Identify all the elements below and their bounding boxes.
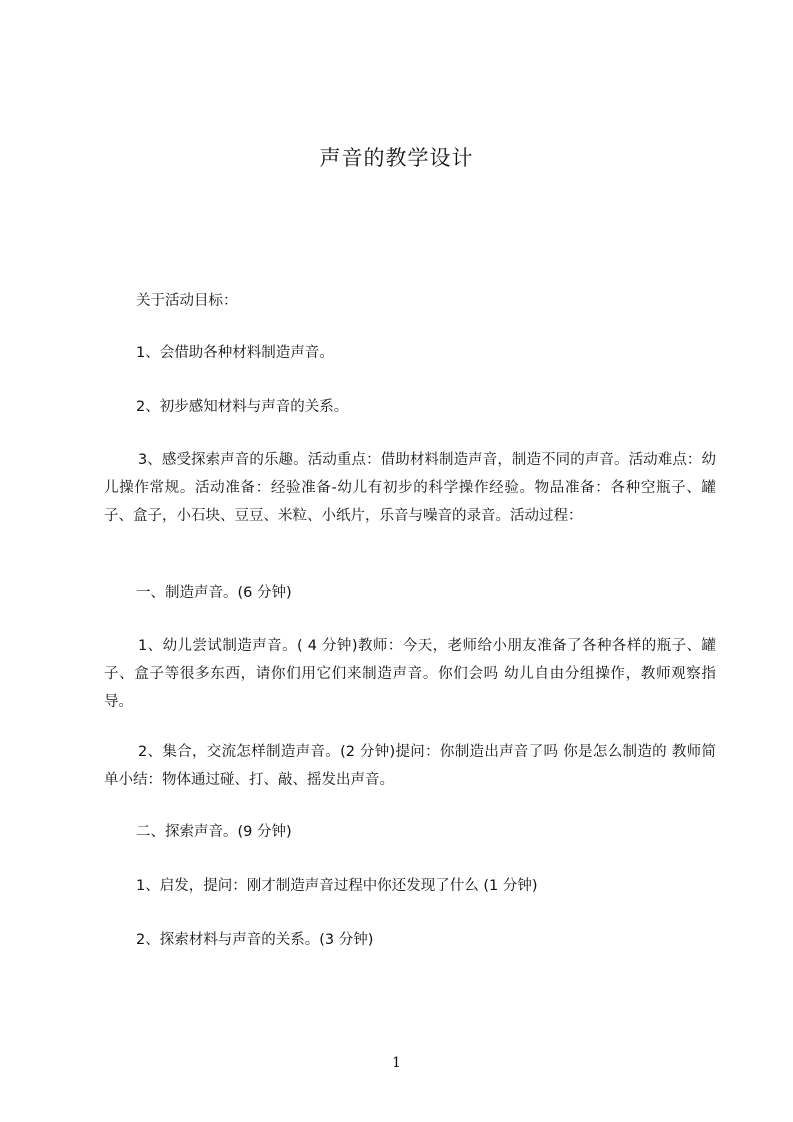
- paragraph-objectives-heading: 关于活动目标：: [136, 293, 238, 309]
- paragraph-explore-step-1: 1、启发，提问：刚才制造声音过程中你还发现了什么 (1 分钟): [136, 878, 538, 894]
- document-title: 声音的教学设计: [319, 146, 474, 170]
- paragraph-objective-3-and-preparation: 3、感受探索声音的乐趣。活动重点：借助材料制造声音，制造不同的声音。活动难点：幼儿操作常规。活动准备：经验准备-幼儿有初步的科学操作经验。物品准备：各种空瓶子、罐子、盒子，小石块、豆豆、米粒、小纸片，乐音与噪音的录音。活动过程：: [104, 452, 716, 524]
- paragraph-step-2-gather: 2、集合，交流怎样制造声音。(2 分钟)提问：你制造出声音了吗 你是怎么制造的 教师简单小结：物体通过碰、打、敲、摇发出声音。: [104, 744, 716, 788]
- section-heading-make-sound: 一、制造声音。(6 分钟): [136, 585, 292, 601]
- paragraph-explore-step-2: 2、探索材料与声音的关系。(3 分钟): [136, 932, 374, 948]
- paragraph-step-1-try: 1、幼儿尝试制造声音。( 4 分钟)教师：今天，老师给小朋友准备了各种各样的瓶子、罐子、盒子等很多东西，请你们用它们来制造声音。你们会吗 幼儿自由分组操作，教师观察指导。: [104, 638, 716, 710]
- paragraph-objective-2: 2、初步感知材料与声音的关系。: [136, 399, 349, 415]
- section-heading-explore-sound: 二、探索声音。(9 分钟): [136, 824, 292, 840]
- page-number: 1: [392, 1055, 401, 1071]
- paragraph-objective-1: 1、会借助各种材料制造声音。: [136, 345, 334, 361]
